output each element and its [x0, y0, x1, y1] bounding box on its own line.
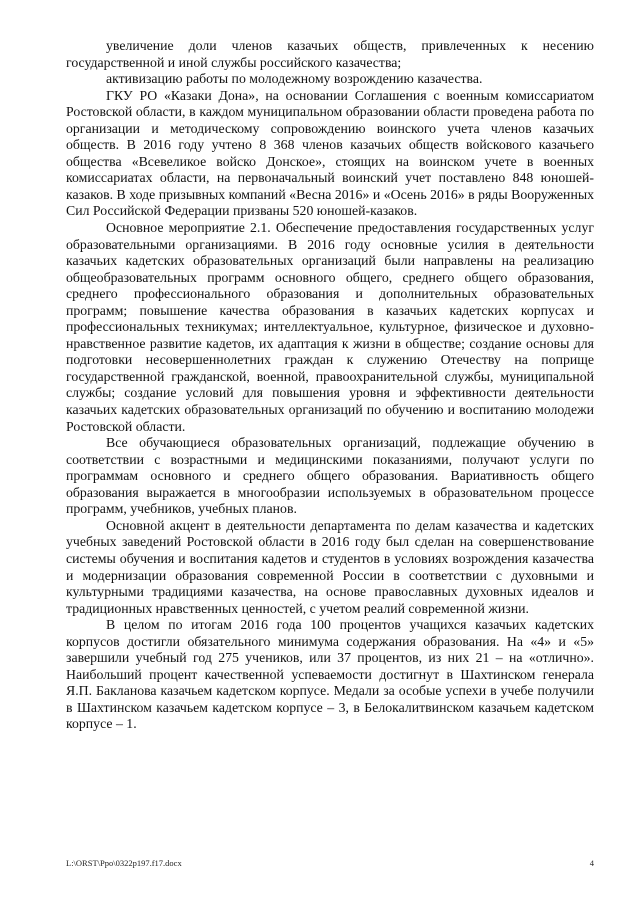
paragraph: Все обучающиеся образовательных организаций, подлежащие обучению в соответствии с возрастными и медицинскими показаниями, получают услуги по программам основного и среднего общего образования. Вариативность общего образования выражается в многообразии используемых в образовательном процессе программ, учебников, учебных планов.: [66, 435, 594, 517]
page-number: 4: [589, 858, 594, 868]
paragraph: увеличение доли членов казачьих обществ, привлеченных к несению государственной и иной службы российского казачества;: [66, 38, 594, 70]
paragraph: ГКУ РО «Казаки Дона», на основании Соглашения с военным комиссариатом Ростовской области, в каждом муниципальном образовании области проведена работа по организации и методическому сопровождению воинского учета членов казачьих обществ. В 2016 году учтено 8 368 членов казачьих обществ войскового казачьего общества «Всевеликое войско Донское», стоящих на воинском учете в военных комиссариатах области, на первоначальный воинский учет поставлено 848 юношей-казаков. В ходе призывных компаний «Весна 2016» и «Осень 2016» в ряды Вооруженных Сил Российской Федерации призваны 520 юношей-казаков.: [66, 87, 594, 219]
footer-file-path: L:\ORST\Ppo\0322p197.f17.docx: [66, 858, 182, 868]
paragraph: Основное мероприятие 2.1. Обеспечение предоставления государственных услуг образовательными организациями. В 2016 году основные усилия в деятельности казачьих кадетских образовательных организаций были направлены на реализацию общеобразовательных программ основного общего, среднего общего образования, среднего профессионального образования и дополнительных образовательных программ; повышение качества образования в казачьих кадетских корпусах и профессиональных техникумах; интеллектуальное, культурное, физическое и духовно-нравственное развитие кадетов, их адаптация к жизни в обществе; создание основы для подготовки несовершеннолетних граждан к служению Отечеству на поприще государственной гражданской, военной, правоохранительной службы, муниципальной службы; создание условий для повышения уровня и эффективности деятельности казачьих кадетских образовательных организаций по обучению и воспитанию молодежи Ростовской области.: [66, 220, 594, 434]
paragraph: Основной акцент в деятельности департамента по делам казачества и кадетских учебных заведений Ростовской области в 2016 году был сделан на совершенствование системы обучения и воспитания кадетов и студентов в условиях возрождения казачества и модернизации образования современной России в соответствии с духовными и культурными традициями казачества, на основе православных духовных идеалов и традиционных нравственных ценностей, с учетом реалий современной жизни.: [66, 517, 594, 616]
paragraph: активизацию работы по молодежному возрождению казачества.: [106, 71, 483, 87]
document-body: [66, 38, 594, 733]
paragraph: В целом по итогам 2016 года 100 процентов учащихся казачьих кадетских корпусов достигли обязательного минимума содержания образования. На «4» и «5» завершили учебный год 275 учеников, или 37 процентов, из них 21 – на «отлично». Наибольший процент качественной успеваемости достигнут в Шахтинском генерала Я.П. Бакланова казачьем кадетском корпусе. Медали за особые успехи в учебе получили в Шахтинском казачьем кадетском корпусе – 3, в Белокалитвинском казачьем кадетском корпусе – 1.: [66, 617, 594, 732]
